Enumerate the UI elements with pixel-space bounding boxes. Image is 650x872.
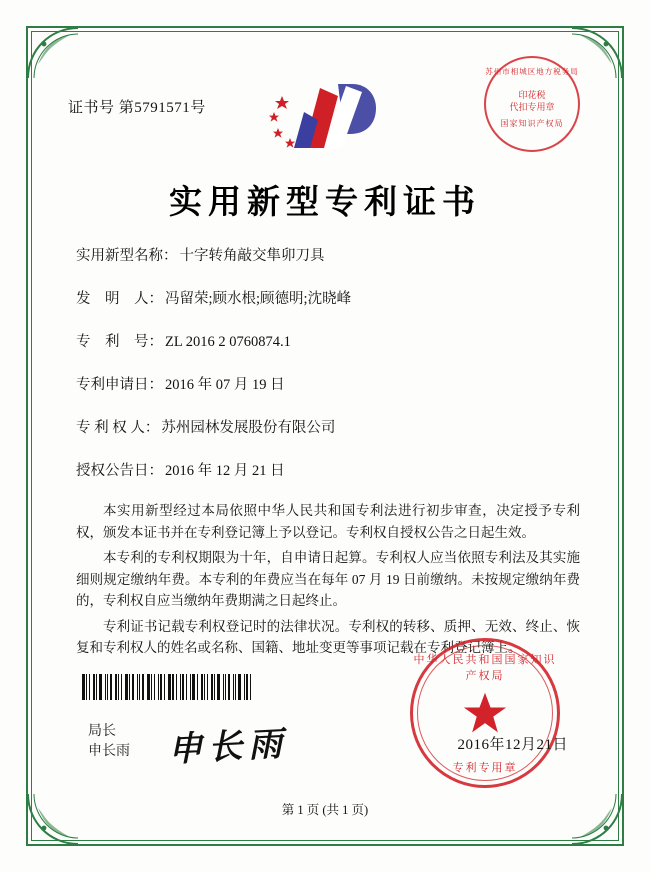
field-label: 专利申请日： [76, 377, 163, 393]
signature-role: 局长 [88, 724, 116, 739]
issue-date: 2016年12月21日 [457, 737, 568, 753]
seal-bottom-text: 专利专用章 [452, 762, 518, 774]
field-label: 专 利 权 人： [76, 420, 160, 436]
field-value: 2016 年 12 月 21 日 [165, 463, 285, 479]
field-value: ZL 2016 2 0760874.1 [165, 334, 291, 350]
field-value: 苏州园林发展股份有限公司 [161, 420, 336, 436]
body-paragraph: 本专利的专利权期限为十年，自申请日起算。专利权人应当依照专利法及其实施细则规定缴纳年费。本专利的年费应当在每年 07 月 19 日前缴纳。未按规定缴纳年费的，专利权自应当缴纳年费期满之日起终止。 [76, 550, 580, 608]
field-value: 冯留荣;顾水根;顾德明;沈晓峰 [165, 291, 352, 307]
body-paragraph: 专利证书记载专利权登记时的法律状况。专利权的转移、质押、无效、终止、恢复和专利权人的姓名或名称、国籍、地址变更等事项记载在专利登记簿上。 [76, 618, 580, 655]
body-paragraph: 本实用新型经过本局依照中华人民共和国专利法进行初步审查，决定授予专利权，颁发本证书并在专利登记簿上予以登记。专利权自授权公告之日起生效。 [76, 503, 580, 540]
field-row [76, 287, 582, 308]
field-row [76, 416, 582, 437]
page-footer: 第 1 页 (共 1 页) [281, 803, 369, 817]
certificate-number: 证书号 第5791571号 [68, 100, 206, 116]
field-label: 专 利 号： [76, 334, 163, 350]
field-label: 授权公告日： [76, 463, 163, 479]
tax-stamp [484, 56, 580, 152]
barcode [82, 674, 257, 700]
field-row [76, 330, 582, 351]
field-value: 2016 年 07 月 19 日 [165, 377, 285, 393]
field-row [76, 373, 582, 394]
certificate-content [48, 48, 602, 824]
field-label: 实用新型名称： [76, 248, 178, 264]
cnipa-logo-icon [260, 76, 390, 160]
field-value: 十字转角敲交隼卯刀具 [179, 248, 325, 264]
star-icon [462, 690, 508, 736]
field-row [76, 459, 582, 480]
field-label: 发 明 人： [76, 291, 163, 307]
seal-top-text: 中华人民共和国国家知识产权局 [413, 654, 557, 682]
tax-stamp-line3: 国家知识产权局 [500, 119, 564, 128]
field-list [76, 244, 582, 502]
field-row [76, 244, 582, 265]
official-seal [410, 638, 560, 788]
tax-stamp-line1: 印花税 [518, 90, 546, 100]
page-title: 实用新型专利证书 [169, 185, 481, 221]
tax-stamp-line2: 代扣专用章 [509, 102, 555, 112]
signature-name: 申长雨 [88, 744, 130, 759]
signature-block [88, 722, 130, 762]
handwritten-signature: 申长雨 [167, 725, 290, 770]
tax-stamp-arc-text: 苏州市相城区地方税务局 [485, 67, 579, 76]
